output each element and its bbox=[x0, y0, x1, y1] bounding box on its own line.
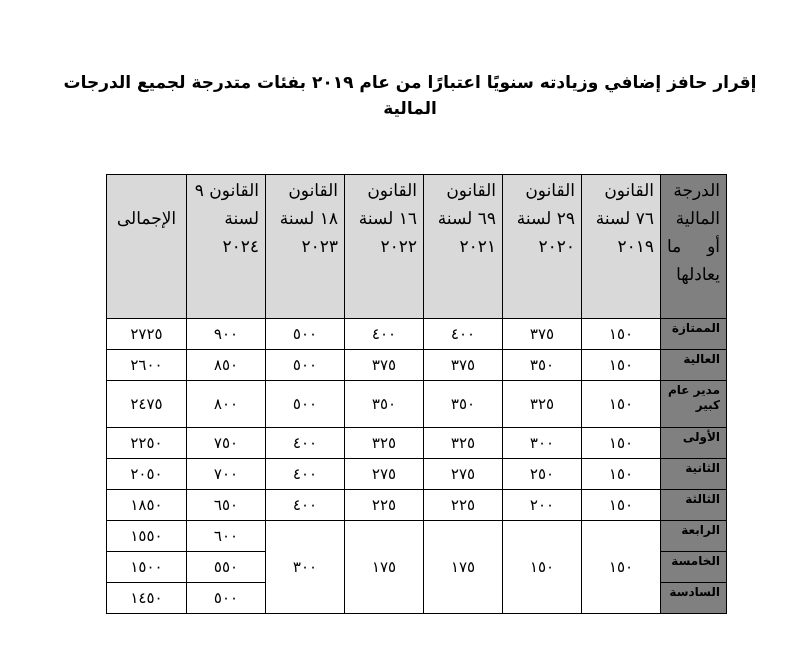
table-cell: ١٥٠ bbox=[582, 490, 661, 521]
table-cell: ٦٥٠ bbox=[187, 490, 266, 521]
table-cell: ٣٧٥ bbox=[345, 350, 424, 381]
table-cell: ٤٠٠ bbox=[345, 319, 424, 350]
merged-cell: ١٧٥ bbox=[424, 521, 503, 614]
total-cell: ٢٤٧٥ bbox=[107, 381, 187, 428]
table-cell: ١٥٠ bbox=[582, 459, 661, 490]
table-cell: ٣٧٥ bbox=[424, 350, 503, 381]
table-row bbox=[107, 319, 727, 350]
total-cell: ٢٦٠٠ bbox=[107, 350, 187, 381]
table-cell: ١٥٠ bbox=[582, 428, 661, 459]
table-cell: ٣٥٠ bbox=[345, 381, 424, 428]
grade-label: الرابعة bbox=[661, 521, 727, 552]
table-cell: ٤٠٠ bbox=[266, 490, 345, 521]
table-cell: ٦٠٠ bbox=[187, 521, 266, 552]
table-cell: ٣٥٠ bbox=[424, 381, 503, 428]
incentive-table bbox=[106, 174, 727, 614]
table-cell: ٨٥٠ bbox=[187, 350, 266, 381]
header-law-18: القانون ١٨ لسنة ٢٠٢٣ bbox=[266, 175, 345, 319]
table-cell: ٤٠٠ bbox=[266, 459, 345, 490]
grade-label: الممتازة bbox=[661, 319, 727, 350]
merged-cell: ٣٠٠ bbox=[266, 521, 345, 614]
header-law-16: القانون ١٦ لسنة ٢٠٢٢ bbox=[345, 175, 424, 319]
grade-label: السادسة bbox=[661, 583, 727, 614]
merged-cell: ١٧٥ bbox=[345, 521, 424, 614]
grade-label: مدير عام كبير bbox=[661, 381, 727, 428]
table-cell: ٣٧٥ bbox=[503, 319, 582, 350]
header-law-29: القانون ٢٩ لسنة ٢٠٢٠ bbox=[503, 175, 582, 319]
table-cell: ١٥٠ bbox=[582, 381, 661, 428]
header-law-9: القانون ٩ لسنة ٢٠٢٤ bbox=[187, 175, 266, 319]
total-cell: ٢٠٥٠ bbox=[107, 459, 187, 490]
grade-label: الثالثة bbox=[661, 490, 727, 521]
table-cell: ٢٧٥ bbox=[424, 459, 503, 490]
table-row bbox=[107, 490, 727, 521]
table-row bbox=[107, 459, 727, 490]
table-cell: ٢٧٥ bbox=[345, 459, 424, 490]
table-cell: ١٥٠ bbox=[582, 350, 661, 381]
table-cell: ٥٥٠ bbox=[187, 552, 266, 583]
merged-cell: ١٥٠ bbox=[503, 521, 582, 614]
table-row bbox=[107, 521, 727, 552]
table-row bbox=[107, 428, 727, 459]
grade-label: العالية bbox=[661, 350, 727, 381]
merged-cell: ١٥٠ bbox=[582, 521, 661, 614]
table-cell: ٣٠٠ bbox=[503, 428, 582, 459]
table-cell: ٣٢٥ bbox=[503, 381, 582, 428]
table-cell: ٩٠٠ bbox=[187, 319, 266, 350]
table-cell: ٥٠٠ bbox=[266, 381, 345, 428]
grade-label: الخامسة bbox=[661, 552, 727, 583]
total-cell: ١٥٥٠ bbox=[107, 521, 187, 552]
table-cell: ٥٠٠ bbox=[266, 350, 345, 381]
total-cell: ٢٧٢٥ bbox=[107, 319, 187, 350]
table-row bbox=[107, 381, 727, 428]
table-cell: ٤٠٠ bbox=[424, 319, 503, 350]
table-cell: ٤٠٠ bbox=[266, 428, 345, 459]
table-cell: ٢٢٥ bbox=[424, 490, 503, 521]
header-total: الإجمالى bbox=[107, 175, 187, 319]
header-law-69: القانون ٦٩ لسنة ٢٠٢١ bbox=[424, 175, 503, 319]
table-cell: ٥٠٠ bbox=[187, 583, 266, 614]
table-cell: ٧٥٠ bbox=[187, 428, 266, 459]
total-cell: ١٥٠٠ bbox=[107, 552, 187, 583]
table-cell: ٢٢٥ bbox=[345, 490, 424, 521]
table-row bbox=[107, 350, 727, 381]
table-cell: ٨٠٠ bbox=[187, 381, 266, 428]
table-cell: ٧٠٠ bbox=[187, 459, 266, 490]
page-title: إقرار حافز إضافي وزيادته سنويًا اعتبارًا من عام ٢٠١٩ بفئات متدرجة لجميع الدرجات المالية bbox=[63, 73, 757, 119]
header-grade: الدرجة المالية أو ما يعادلها bbox=[661, 175, 727, 319]
table-cell: ٢٠٠ bbox=[503, 490, 582, 521]
table-cell: ١٥٠ bbox=[582, 319, 661, 350]
table-cell: ٣٢٥ bbox=[345, 428, 424, 459]
total-cell: ١٤٥٠ bbox=[107, 583, 187, 614]
total-cell: ٢٢٥٠ bbox=[107, 428, 187, 459]
table-header-row bbox=[107, 175, 727, 319]
table-cell: ٥٠٠ bbox=[266, 319, 345, 350]
table-cell: ٣٥٠ bbox=[503, 350, 582, 381]
table-cell: ٣٢٥ bbox=[424, 428, 503, 459]
header-law-76: القانون ٧٦ لسنة ٢٠١٩ bbox=[582, 175, 661, 319]
grade-label: الأولى bbox=[661, 428, 727, 459]
grade-label: الثانية bbox=[661, 459, 727, 490]
table-cell: ٢٥٠ bbox=[503, 459, 582, 490]
total-cell: ١٨٥٠ bbox=[107, 490, 187, 521]
